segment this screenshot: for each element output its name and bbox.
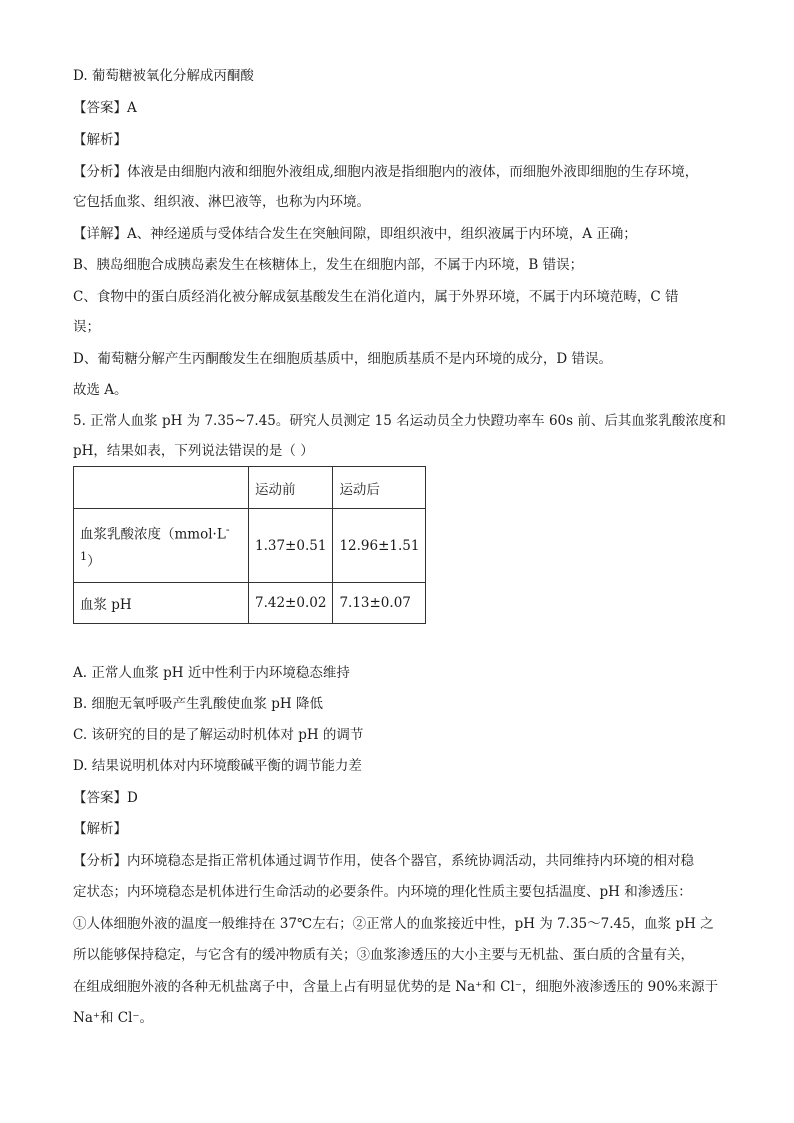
results-table	[73, 466, 426, 624]
option-d-line: D. 葡萄糖被氧化分解成丙酮酸	[73, 68, 254, 84]
analysis-heading: 【解析】	[73, 132, 127, 148]
answer-label: 【答案】D	[73, 790, 138, 806]
analysis-text-line: 【分析】内环境稳态是指正常机体通过调节作用，使各个器官，系统协调活动，共同维持内环境的相对稳	[73, 853, 694, 869]
table-header-cell: 运动前	[249, 467, 333, 509]
conclusion-line: 故选 A。	[73, 382, 128, 398]
analysis-text-line: 定状态；内环境稳态是机体进行生命活动的必要条件。内环境的理化性质主要包括温度、pH 和渗透压：	[73, 884, 692, 900]
analysis-text-line: 它包括血浆、组织液、淋巴液等，也称为内环境。	[73, 194, 370, 210]
detail-text-line: 【详解】A、神经递质与受体结合发生在突触间隙，即组织液中，组织液属于内环境，A 正确；	[73, 226, 637, 242]
table-cell: 7.13±0.07	[333, 583, 426, 624]
table-row	[74, 509, 426, 583]
analysis-heading: 【解析】	[73, 821, 127, 837]
option-c: C. 该研究的目的是了解运动时机体对 pH 的调节	[73, 727, 364, 743]
option-b: B. 细胞无氧呼吸产生乳酸使血浆 pH 降低	[73, 696, 324, 712]
table-header-row	[74, 467, 426, 509]
table-cell: 7.42±0.02	[249, 583, 333, 624]
row-label-lactate: 血浆乳酸浓度（mmol·L- $^1$）	[74, 509, 249, 583]
table-row	[74, 583, 426, 624]
option-d: D. 结果说明机体对内环境酸碱平衡的调节能力差	[73, 758, 362, 774]
detail-text-line: B、胰岛细胞合成胰岛素发生在核糖体上，发生在细胞内部，不属于内环境，B 错误；	[73, 257, 584, 273]
detail-text-line: C、食物中的蛋白质经消化被分解成氨基酸发生在消化道内，属于外界环境，不属于内环境范畴，C 错	[73, 289, 679, 305]
analysis-text-line: ①人体细胞外液的温度一般维持在 37℃左右；②正常人的血浆接近中性，pH 为 7.35～7.45，血浆 pH 之	[73, 916, 714, 932]
detail-text-line: 误；	[73, 319, 100, 335]
detail-text-line: D、葡萄糖分解产生丙酮酸发生在细胞质基质中，细胞质基质不是内环境的成分，D 错误。	[73, 351, 612, 367]
table-header-cell: 运动后	[333, 467, 426, 509]
table-cell	[74, 467, 249, 509]
row-label-ph: 血浆 pH	[74, 583, 249, 624]
question-stem-line: pH，结果如表，下列说法错误的是（ ）	[73, 443, 314, 459]
analysis-text-line: Na⁺和 Cl⁻。	[73, 1010, 154, 1026]
analysis-text-line: 在组成细胞外液的各种无机盐离子中，含量上占有明显优势的是 Na⁺和 Cl⁻，细胞外液渗透压的 90%来源于	[73, 979, 719, 995]
question-stem-line: 5. 正常人血浆 pH 为 7.35~7.45。研究人员测定 15 名运动员全力快蹬功率车 60s 前、后其血浆乳酸浓度和	[73, 413, 726, 429]
analysis-text-line: 所以能够保持稳定，与它含有的缓冲物质有关；③血浆渗透压的大小主要与无机盐、蛋白质的含量有关，	[73, 947, 694, 963]
option-a: A. 正常人血浆 pH 近中性利于内环境稳态维持	[73, 665, 350, 681]
table-cell: 12.96±1.51	[333, 509, 426, 583]
table-cell: 1.37±0.51	[249, 509, 333, 583]
analysis-text-line: 【分析】体液是由细胞内液和细胞外液组成,细胞内液是指细胞内的液体，而细胞外液即细胞的生存环境，	[73, 164, 699, 180]
answer-label: 【答案】A	[73, 100, 137, 116]
